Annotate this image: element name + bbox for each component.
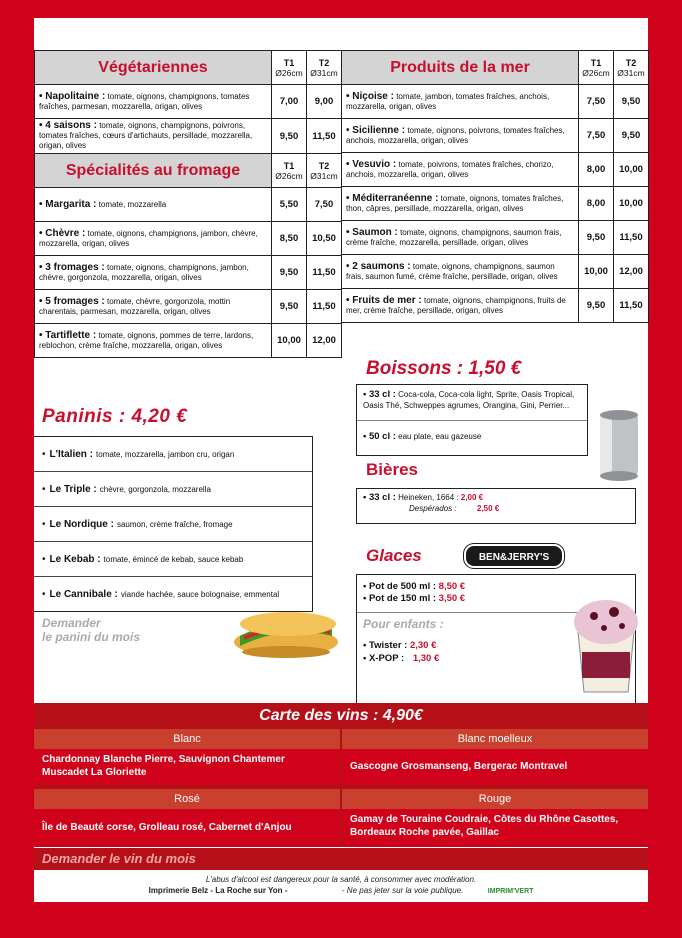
price-t1: 9,50 [272,119,307,154]
menu-item-row [35,188,342,222]
price-t2: 7,50 [307,188,342,222]
pot-150ml: • Pot de 150 ml : 3,50 € [363,593,466,604]
menu-item-row [342,119,649,153]
price-t2: 11,50 [614,221,649,255]
price-t1: 8,00 [579,153,614,187]
white-wine: Blanc Chardonnay Blanche Pierre, Sauvignon Chantemer Muscadet La Gloriette [34,729,340,785]
menu-item-row [35,324,342,358]
drinks-50cl: • 50 cl : eau plate, eau gazeuse [363,431,482,442]
item-description: • Sicilienne : tomate, oignons, poivrons, tomates fraîches, anchois, mozzarella, origan, olives [342,119,579,153]
price-t1: 10,00 [272,324,307,358]
price-t2: 11,50 [614,289,649,323]
price-t1: 8,50 [272,222,307,256]
menu-item-row [342,187,649,221]
price-t1: 7,00 [272,85,307,119]
item-description: • 2 saumons : tomate, oignons, champignons, saumon frais, saumon fumé, crème fraîche, persillade, origan, olives [342,255,579,289]
cheese-title: Spécialités au fromage [35,154,272,188]
price-t2: 10,00 [614,153,649,187]
menu-item-row [342,289,649,323]
item-description: • Niçoise : tomate, jambon, tomates fraîches, anchois, mozzarella, origan, olives [342,85,579,119]
paninis-title: Paninis : 4,20 € [42,406,188,427]
price-t1: 5,50 [272,188,307,222]
price-t1: 9,50 [579,289,614,323]
item-description: • Napolitaine : tomate, oignons, champignons, tomates fraîches, parmesan, mozzarella, origan, olives [35,85,272,119]
icecream-title: Glaces [366,546,422,565]
ben-jerrys-logo: BEN&JERRY'S [464,544,564,568]
wine-of-month-note: Demander le vin du mois [34,848,648,870]
red-wine: Rouge Gamay de Touraine Coudraie, Côtes du Rhône Casottes, Bordeaux Roche pavée, Gaillac [342,789,648,847]
drinks-33cl: • 33 cl : Coca-cola, Coca-cola light, Sprite, Oasis Tropical, Oasis Thé, Schweppes agrumes, Orangina, Gini, Perrier... [357,385,587,421]
paninis-list [34,436,313,612]
item-description: • Vesuvio : tomate, poivrons, tomates fraîches, chorizo, anchois, mozzarella, origan, olives [342,153,579,187]
price-t2: 11,50 [307,119,342,154]
drinks-box [356,384,588,456]
item-description: • 3 fromages : tomate, oignons, champignons, jambon, chèvre, gorgonzola, mozzarella, origan, olives [35,256,272,290]
rose-wine: Rosé Île de Beauté corse, Grolleau rosé, Cabernet d'Anjou [34,789,340,847]
item-description: • Margarita : tomate, mozzarella [35,188,272,222]
price-t2: 11,50 [307,256,342,290]
item-description: • Chèvre : tomate, oignons, champignons, jambon, chèvre, mozzarella, origan, olives [35,222,272,256]
item-description: • Méditerranéenne : tomate, oignons, tomates fraîches, thon, câpres, persillade, mozzarella, origan, olives [342,187,579,221]
item-description: • Tartiflette : tomate, oignons, pommes de terre, lardons, reblochon, crème fraîche, mozzarella, origan, olives [35,324,272,358]
size-t1-header: T1 Ø26cm [272,51,307,85]
vegetarian-title: Végétariennes [35,51,272,85]
menu-item-row [35,256,342,290]
panini-item: • Le Triple : chèvre, gorgonzola, mozzarella [34,472,312,507]
wine-title: Carte des vins : 4,90€ [34,703,648,729]
item-description: • Fruits de mer : tomate, oignons, champignons, fruits de mer, crème fraîche, persillade, origan, olives [342,289,579,323]
price-t2: 10,50 [307,222,342,256]
size-t2-header: T2 Ø31cm [307,154,342,188]
menu-item-row [35,222,342,256]
imprim-vert-logo: IMPRIM'VERT [487,888,534,895]
price-t1: 9,50 [272,290,307,324]
size-t2-header: T2 Ø31cm [614,51,649,85]
seafood-title: Produits de la mer [342,51,579,85]
menu-item-row [342,255,649,289]
price-t2: 9,50 [614,119,649,153]
price-t1: 7,50 [579,85,614,119]
menu-page [34,18,648,902]
panini-item: • Le Nordique : saumon, crème fraîche, fromage [34,507,312,542]
item-description: • 5 fromages : tomate, chèvre, gorgonzola, mottin charentais, parmesan, mozzarella, origan, olives [35,290,272,324]
sandwich-icon [230,606,342,664]
xpop-price: • X-POP : 1,30 € [363,653,440,664]
price-t2: 12,00 [307,324,342,358]
soda-can-icon [596,406,642,482]
menu-item-row [342,221,649,255]
price-t2: 9,50 [614,85,649,119]
vegetarian-table [34,50,342,358]
menu-item-row [342,153,649,187]
price-t2: 11,50 [307,290,342,324]
panini-of-month-note: Demander le panini du mois [42,616,141,644]
wine-section [34,703,648,847]
price-t2: 9,00 [307,85,342,119]
price-t2: 10,00 [614,187,649,221]
kids-label: Pour enfants : [363,617,444,631]
item-description: • 4 saisons : tomate, oignons, champignons, poivrons, tomates fraîches, cœurs d'artichauts, persillade, mozzarella, origan, olives [35,119,272,154]
sweet-white-wine: Blanc moelleux Gascogne Grosmanseng, Bergerac Montravel [342,729,648,785]
item-description: • Saumon : tomate, oignons, champignons, saumon frais, crème fraîche, mozzarella, persillade, origan, olives [342,221,579,255]
panini-item: • Le Kebab : tomate, émincé de kebab, sauce kebab [34,542,312,577]
price-t1: 7,50 [579,119,614,153]
legal-notice: L'abus d'alcool est dangereux pour la santé, à consommer avec modération. Imprimerie Belz - La Roche sur Yon - - Ne pas jeter sur la voie publique. IMPRIM'VERT [148,875,534,895]
price-t1: 8,00 [579,187,614,221]
seafood-table [341,50,649,323]
price-t1: 9,50 [579,221,614,255]
panini-item: • Le Cannibale : viande hachée, sauce bolognaise, emmental [42,589,280,600]
icecream-tub-icon [566,592,646,696]
menu-item-row [342,85,649,119]
price-t1: 9,50 [272,256,307,290]
twister-price: • Twister : 2,30 € [363,640,437,651]
menu-item-row [35,119,342,154]
panini-item: • L'Italien : tomate, mozzarella, jambon cru, origan [34,437,312,472]
price-t1: 10,00 [579,255,614,289]
beers-box [356,488,636,524]
menu-item-row [35,85,342,119]
drinks-title: Boissons : 1,50 € [366,358,522,379]
beers-title: Bières [366,460,418,479]
size-t1-header: T1 Ø26cm [272,154,307,188]
size-t1-header: T1 Ø26cm [579,51,614,85]
beers-line: • 33 cl : Heineken, 1664 : 2,00 € Despérados : 2,50 € [363,492,500,513]
menu-item-row [35,290,342,324]
pot-500ml: • Pot de 500 ml : 8,50 € [363,581,466,592]
size-t2-header: T2 Ø31cm [307,51,342,85]
price-t2: 12,00 [614,255,649,289]
